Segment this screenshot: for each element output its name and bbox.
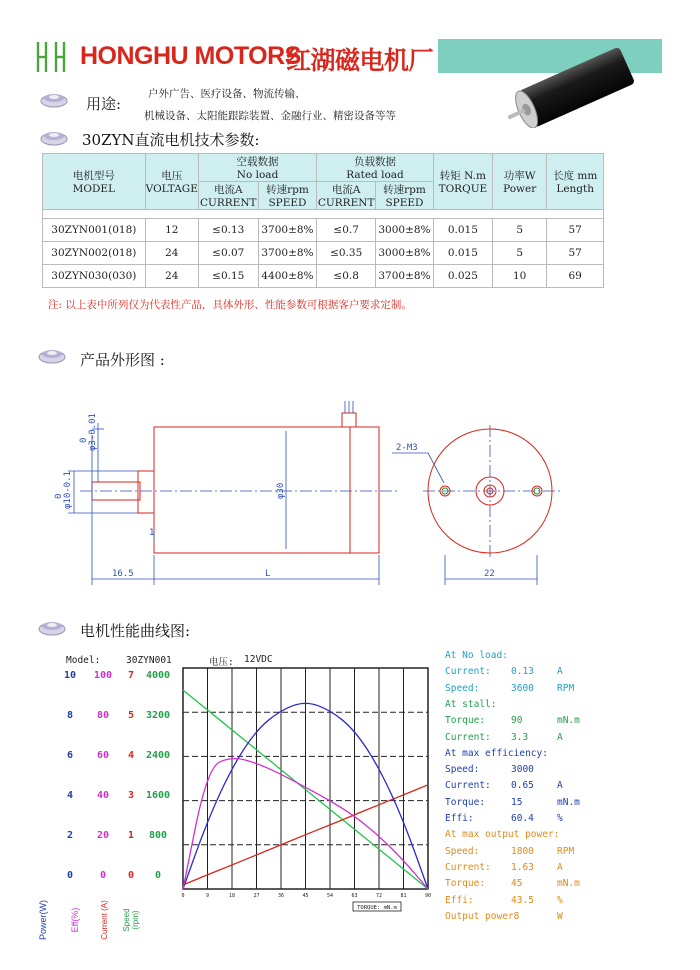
summary-label: Speed: xyxy=(445,845,480,857)
dim-flange-top-text: 0 xyxy=(54,493,64,499)
scale-tick-power: 8 xyxy=(66,710,74,721)
table-row: 30ZYN030(030) 24 ≤0.15 4400±8% ≤0.8 3700±8% 0.025 10 69 xyxy=(43,265,604,288)
dim-len-a-text: 16.5 xyxy=(112,569,134,579)
scale-tick-current: 1 xyxy=(127,830,135,841)
summary-unit: mN.m xyxy=(557,878,580,890)
summary-label: Effi: xyxy=(445,813,474,824)
summary-label: At stall: xyxy=(445,698,497,710)
summary-label: At max efficiency: xyxy=(445,747,548,759)
summary-label: Effi: xyxy=(445,894,474,906)
summary-label: Torque: xyxy=(445,796,486,808)
x-tick-label: 72 xyxy=(375,893,383,899)
summary-row xyxy=(445,813,685,824)
x-tick-label: 36 xyxy=(277,893,285,899)
summary-unit: A xyxy=(557,731,563,743)
table-row: 30ZYN002(018) 24 ≤0.07 3700±8% ≤0.35 3000±8% 0.015 5 57 xyxy=(43,242,604,265)
x-tick-label: 45 xyxy=(302,893,309,899)
curve-title: 电机性能曲线图: xyxy=(80,622,191,640)
dim-shaft-top-text: 0 xyxy=(79,437,89,443)
th-rated: 负载数据 Rated load xyxy=(317,154,434,182)
x-tick-label: 27 xyxy=(253,893,260,899)
scale-columns xyxy=(60,670,180,890)
usage-line-1: 户外广告、医疗设备、物流传输、 xyxy=(148,88,306,100)
spec-title: 30ZYN直流电机技术参数: xyxy=(82,131,260,149)
summary-label: Current: xyxy=(445,666,491,678)
performance-chart xyxy=(178,663,436,913)
scale-tick-eff: 80 xyxy=(96,710,110,721)
summary-unit: RPM xyxy=(557,682,575,694)
spec-note: 注: 以上表中所列仅为代表性产品，具体外形、性能参数可根据客户要求定制。 xyxy=(48,299,412,311)
x-tick-label: 54 xyxy=(326,893,334,899)
th-nl-speed: 转速rpm SPEED xyxy=(258,182,317,210)
summary-unit: mN.m xyxy=(557,796,580,808)
scale-tick-current: 0 xyxy=(127,870,135,881)
usage-section xyxy=(40,88,460,124)
summary-label: At No load: xyxy=(445,650,508,661)
summary-value: 45 xyxy=(511,878,523,890)
summary-label: Speed: xyxy=(445,682,480,694)
summary-row xyxy=(445,895,685,906)
summary-row xyxy=(445,748,685,759)
summary-value: 3000 xyxy=(511,764,534,776)
motor-photo xyxy=(500,48,650,128)
summary-value: 1.63 xyxy=(511,861,534,873)
x-tick-label: 90 xyxy=(424,893,432,899)
th-torque: 转矩 N.m TORQUE xyxy=(433,154,492,210)
summary-row xyxy=(445,780,685,791)
dim-shaft-text: φ3-0.01 xyxy=(88,413,98,451)
summary-unit: RPM xyxy=(557,845,575,857)
summary-row xyxy=(445,911,685,922)
performance-summary xyxy=(445,650,685,930)
summary-unit: W xyxy=(557,910,563,922)
scale-tick-current: 4 xyxy=(127,750,135,761)
axis-title-current: Current (A) xyxy=(100,900,109,940)
brand-name-en: HONGHU MOTORS xyxy=(80,42,301,70)
th-nl-current: 电流A CURRENT xyxy=(198,182,258,210)
th-rl-speed: 转速rpm SPEED xyxy=(376,182,434,210)
dim-hole-text: 22 xyxy=(484,569,495,579)
model-label: Model: xyxy=(66,655,101,666)
scale-tick-power: 0 xyxy=(66,870,74,881)
hole-label-text: 2-M3 xyxy=(396,443,418,453)
summary-value: 43.5 xyxy=(511,894,534,906)
summary-row xyxy=(445,862,685,873)
scale-tick-eff: 60 xyxy=(96,750,110,761)
summary-row xyxy=(445,699,685,710)
x-tick-label: 0 xyxy=(181,893,185,899)
x-tick-label: 63 xyxy=(351,893,358,899)
summary-row xyxy=(445,715,685,726)
scale-tick-eff: 100 xyxy=(93,670,113,681)
scale-tick-speed: 4000 xyxy=(145,670,171,681)
scale-tick-speed: 0 xyxy=(154,870,162,881)
summary-unit: A xyxy=(557,666,563,678)
summary-value: 90 xyxy=(511,715,523,727)
summary-value: 60.4 xyxy=(511,813,534,824)
summary-row xyxy=(445,683,685,694)
disc-bullet-icon xyxy=(40,90,68,108)
summary-row xyxy=(445,666,685,677)
usage-label: 用途: xyxy=(86,95,122,113)
disc-bullet-icon xyxy=(40,128,68,146)
th-rl-current: 电流A CURRENT xyxy=(317,182,376,210)
summary-row xyxy=(445,797,685,808)
scale-tick-current: 5 xyxy=(127,710,135,721)
summary-label: Torque: xyxy=(445,715,486,727)
dim-small-text: 1 xyxy=(149,528,155,538)
scale-tick-current: 7 xyxy=(127,670,135,681)
scale-tick-speed: 2400 xyxy=(145,750,171,761)
drawing-title: 产品外形图 : xyxy=(80,351,165,369)
scale-tick-power: 6 xyxy=(66,750,74,761)
axis-title-eff: Eff(%) xyxy=(70,907,80,933)
dim-flange-text: φ10-0.1 xyxy=(63,471,73,509)
summary-label: Current: xyxy=(445,861,491,873)
dim-body-text: φ30 xyxy=(276,482,286,499)
summary-unit: % xyxy=(557,813,563,824)
x-tick-label: 81 xyxy=(400,893,407,899)
scale-tick-speed: 3200 xyxy=(145,710,171,721)
summary-value: 0.13 xyxy=(511,666,534,678)
summary-unit: A xyxy=(557,861,563,873)
th-voltage: 电压 VOLTAGE xyxy=(145,154,198,210)
outline-drawing xyxy=(40,395,580,600)
axis-title-power: Power(W) xyxy=(38,900,48,940)
axis-title-speed: Speed (rpm) xyxy=(122,908,140,932)
scale-tick-eff: 20 xyxy=(96,830,110,841)
summary-label: Current: xyxy=(445,780,491,792)
summary-row xyxy=(445,846,685,857)
summary-row xyxy=(445,650,685,661)
summary-unit: mN.m xyxy=(557,715,580,727)
scale-tick-current: 3 xyxy=(127,790,135,801)
summary-row xyxy=(445,732,685,743)
x-axis-label: TORQUE: mN.m xyxy=(357,905,397,911)
summary-value: 3.3 xyxy=(511,731,529,743)
voltage-value: 12VDC xyxy=(244,654,273,665)
disc-bullet-icon xyxy=(38,618,66,636)
th-length: 长度 mm Length xyxy=(547,154,604,210)
summary-label: Current: xyxy=(445,731,491,743)
table-row: 30ZYN001(018) 12 ≤0.13 3700±8% ≤0.7 3000±8% 0.015 5 57 xyxy=(43,219,604,242)
th-noload: 空载数据 No load xyxy=(198,154,316,182)
summary-unit: A xyxy=(557,780,563,792)
summary-label: Torque: xyxy=(445,878,486,890)
scale-tick-power: 10 xyxy=(63,670,77,681)
summary-value: 1800 xyxy=(511,845,534,857)
brand-name-cn: 红湖磁电机厂 xyxy=(286,47,434,75)
model-value: 30ZYN001 xyxy=(126,655,172,666)
summary-row xyxy=(445,829,685,840)
summary-label: Speed: xyxy=(445,764,480,776)
summary-value: 3600 xyxy=(511,682,534,694)
scale-tick-eff: 0 xyxy=(99,870,107,881)
scale-tick-speed: 800 xyxy=(148,830,168,841)
x-tick-label: 9 xyxy=(205,893,210,899)
summary-value: 0.65 xyxy=(511,780,534,792)
summary-row xyxy=(445,878,685,889)
summary-label: Output power8 xyxy=(445,910,520,922)
summary-unit: % xyxy=(557,894,563,906)
disc-bullet-icon xyxy=(38,346,66,364)
summary-label: At max output power: xyxy=(445,829,560,841)
th-power: 功率W Power xyxy=(493,154,547,210)
dim-len-b-text: L xyxy=(265,569,271,579)
usage-line-2: 机械设备、太阳能跟踪装置、金融行业、精密设备等等 xyxy=(144,110,396,122)
scale-tick-power: 4 xyxy=(66,790,74,801)
scale-tick-speed: 1600 xyxy=(145,790,171,801)
summary-value: 15 xyxy=(511,796,523,808)
summary-row xyxy=(445,764,685,775)
scale-tick-power: 2 xyxy=(66,830,74,841)
voltage-label: 电压: xyxy=(209,657,234,668)
th-model: 电机型号 MODEL xyxy=(43,154,146,210)
logo-mark-icon xyxy=(34,40,74,74)
x-tick-label: 18 xyxy=(228,893,236,899)
scale-tick-eff: 40 xyxy=(96,790,110,801)
spec-table xyxy=(42,153,604,288)
